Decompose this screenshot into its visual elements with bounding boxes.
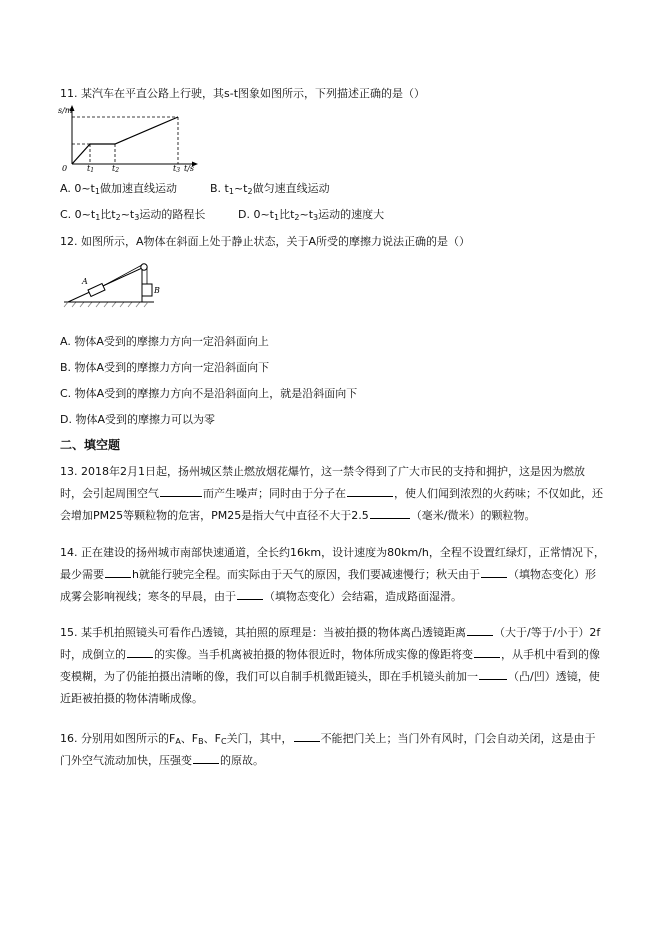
svg-text:t2: t2 (112, 164, 120, 172)
q14-blank-1[interactable] (105, 566, 131, 578)
q12-stem: 12. 如图所示，A物体在斜面上处于静止状态，关于A所受的摩擦力说法正确的是（） (60, 235, 471, 248)
q11-graph-xlabel: t/s (184, 164, 195, 172)
q13-blank-3[interactable] (370, 507, 410, 519)
q11-option-c: C. $0\sim t_1$比$t_2\sim t_3$运动的路程长 (60, 208, 206, 222)
q12-incline-diagram (62, 258, 172, 310)
q14-blank-3[interactable] (237, 588, 263, 600)
q11-option-b: B. $t_1\sim t_2$做匀速直线运动 (210, 182, 330, 196)
svg-text:t3: t3 (173, 164, 181, 172)
q11-graph-t1: t (87, 164, 91, 172)
q12-option-b: B. 物体A受到的摩擦力方向一定沿斜面向下 (60, 361, 270, 374)
svg-text:t1: t1 (87, 164, 95, 172)
q15-blank-4[interactable] (479, 668, 507, 680)
q16-blank-1[interactable] (294, 730, 320, 742)
q16-blank-2[interactable] (193, 752, 219, 764)
q13-blank-2[interactable] (347, 485, 393, 497)
q15-text: 15. 某手机拍照镜头可看作凸透镜，其拍照的原理是：当被拍摄的物体离凸透镜距离 （大于/等于/小于）2f时，成倒立的 的实像。当手机离被拍摄的物体很近时，物体所成实像的像距将变 ，从手机中看到的像变模糊，为了仍能拍摄出清晰的像，我们可以自制手机微距镜头，即在手机镜头前加一 （凸/凹）透镜，使近距被拍摄的物体清晰成像。 (60, 626, 601, 705)
q12-option-c: C. 物体A受到的摩擦力方向不是沿斜面向上，就是沿斜面向下 (60, 387, 358, 400)
q11-graph-t3: t (173, 164, 177, 172)
q15-blank-1[interactable] (467, 624, 493, 636)
q13-text: 13. 2018年2月1日起，扬州城区禁止燃放烟花爆竹，这一禁令得到了广大市民的支持和拥护，这是因为燃放时，会引起周围空气 而产生噪声；同时由于分子在 ，使人们闻到浓烈的火药味；不仅如此，还会增加PM25等颗粒物的危害，PM25是指大气中直径不大于2.5 （毫米/微米）的颗粒物。 (60, 465, 603, 522)
q11-graph-t2: t (112, 164, 116, 172)
q11-graph-origin: 0 (62, 164, 68, 172)
q15-blank-3[interactable] (474, 646, 500, 658)
q11-option-d: D. $0\sim t_1$比$t_2\sim t_3$运动的速度大 (238, 208, 385, 222)
q11-stem: 11. 某汽车在平直公路上行驶，其s-t图象如图所示，下列描述正确的是（） (60, 87, 426, 100)
q14-text: 14. 正在建设的扬州城市南部快速通道，全长约16km，设计速度为80km/h，全程不设置红绿灯，正常情况下，最少需要 h就能行驶完全程。而实际由于天气的原因，我们要减速慢行；秋天由于 （填物态变化）形成雾会影响视线；寒冬的早晨，由于 （填物态变化）会结霜，造成路面湿滑。 (60, 546, 605, 603)
q12-option-a: A. 物体A受到的摩擦力方向一定沿斜面向上 (60, 335, 269, 348)
q12-label-a: A (82, 277, 88, 286)
q11-graph-ylabel: s/m (58, 106, 73, 115)
q15-blank-2[interactable] (127, 646, 153, 658)
q11-st-graph (58, 104, 200, 172)
q13-blank-1[interactable] (160, 485, 202, 497)
q16-text: 16. 分别用如图所示的$F_A$、$F_B$、$F_C$关门，其中， 不能把门关上；当门外有风时，门会自动关闭，这是由于门外空气流动加快，压强变 的原故。 (60, 732, 596, 767)
q12-label-b: B (154, 286, 160, 295)
q11-option-a: A. $0\sim t_1$做加速直线运动 (60, 182, 177, 196)
q14-blank-2[interactable] (481, 566, 507, 578)
section-fill-in-blank-heading: 二、填空题 (60, 438, 121, 452)
q12-option-d: D. 物体A受到的摩擦力可以为零 (60, 413, 215, 426)
